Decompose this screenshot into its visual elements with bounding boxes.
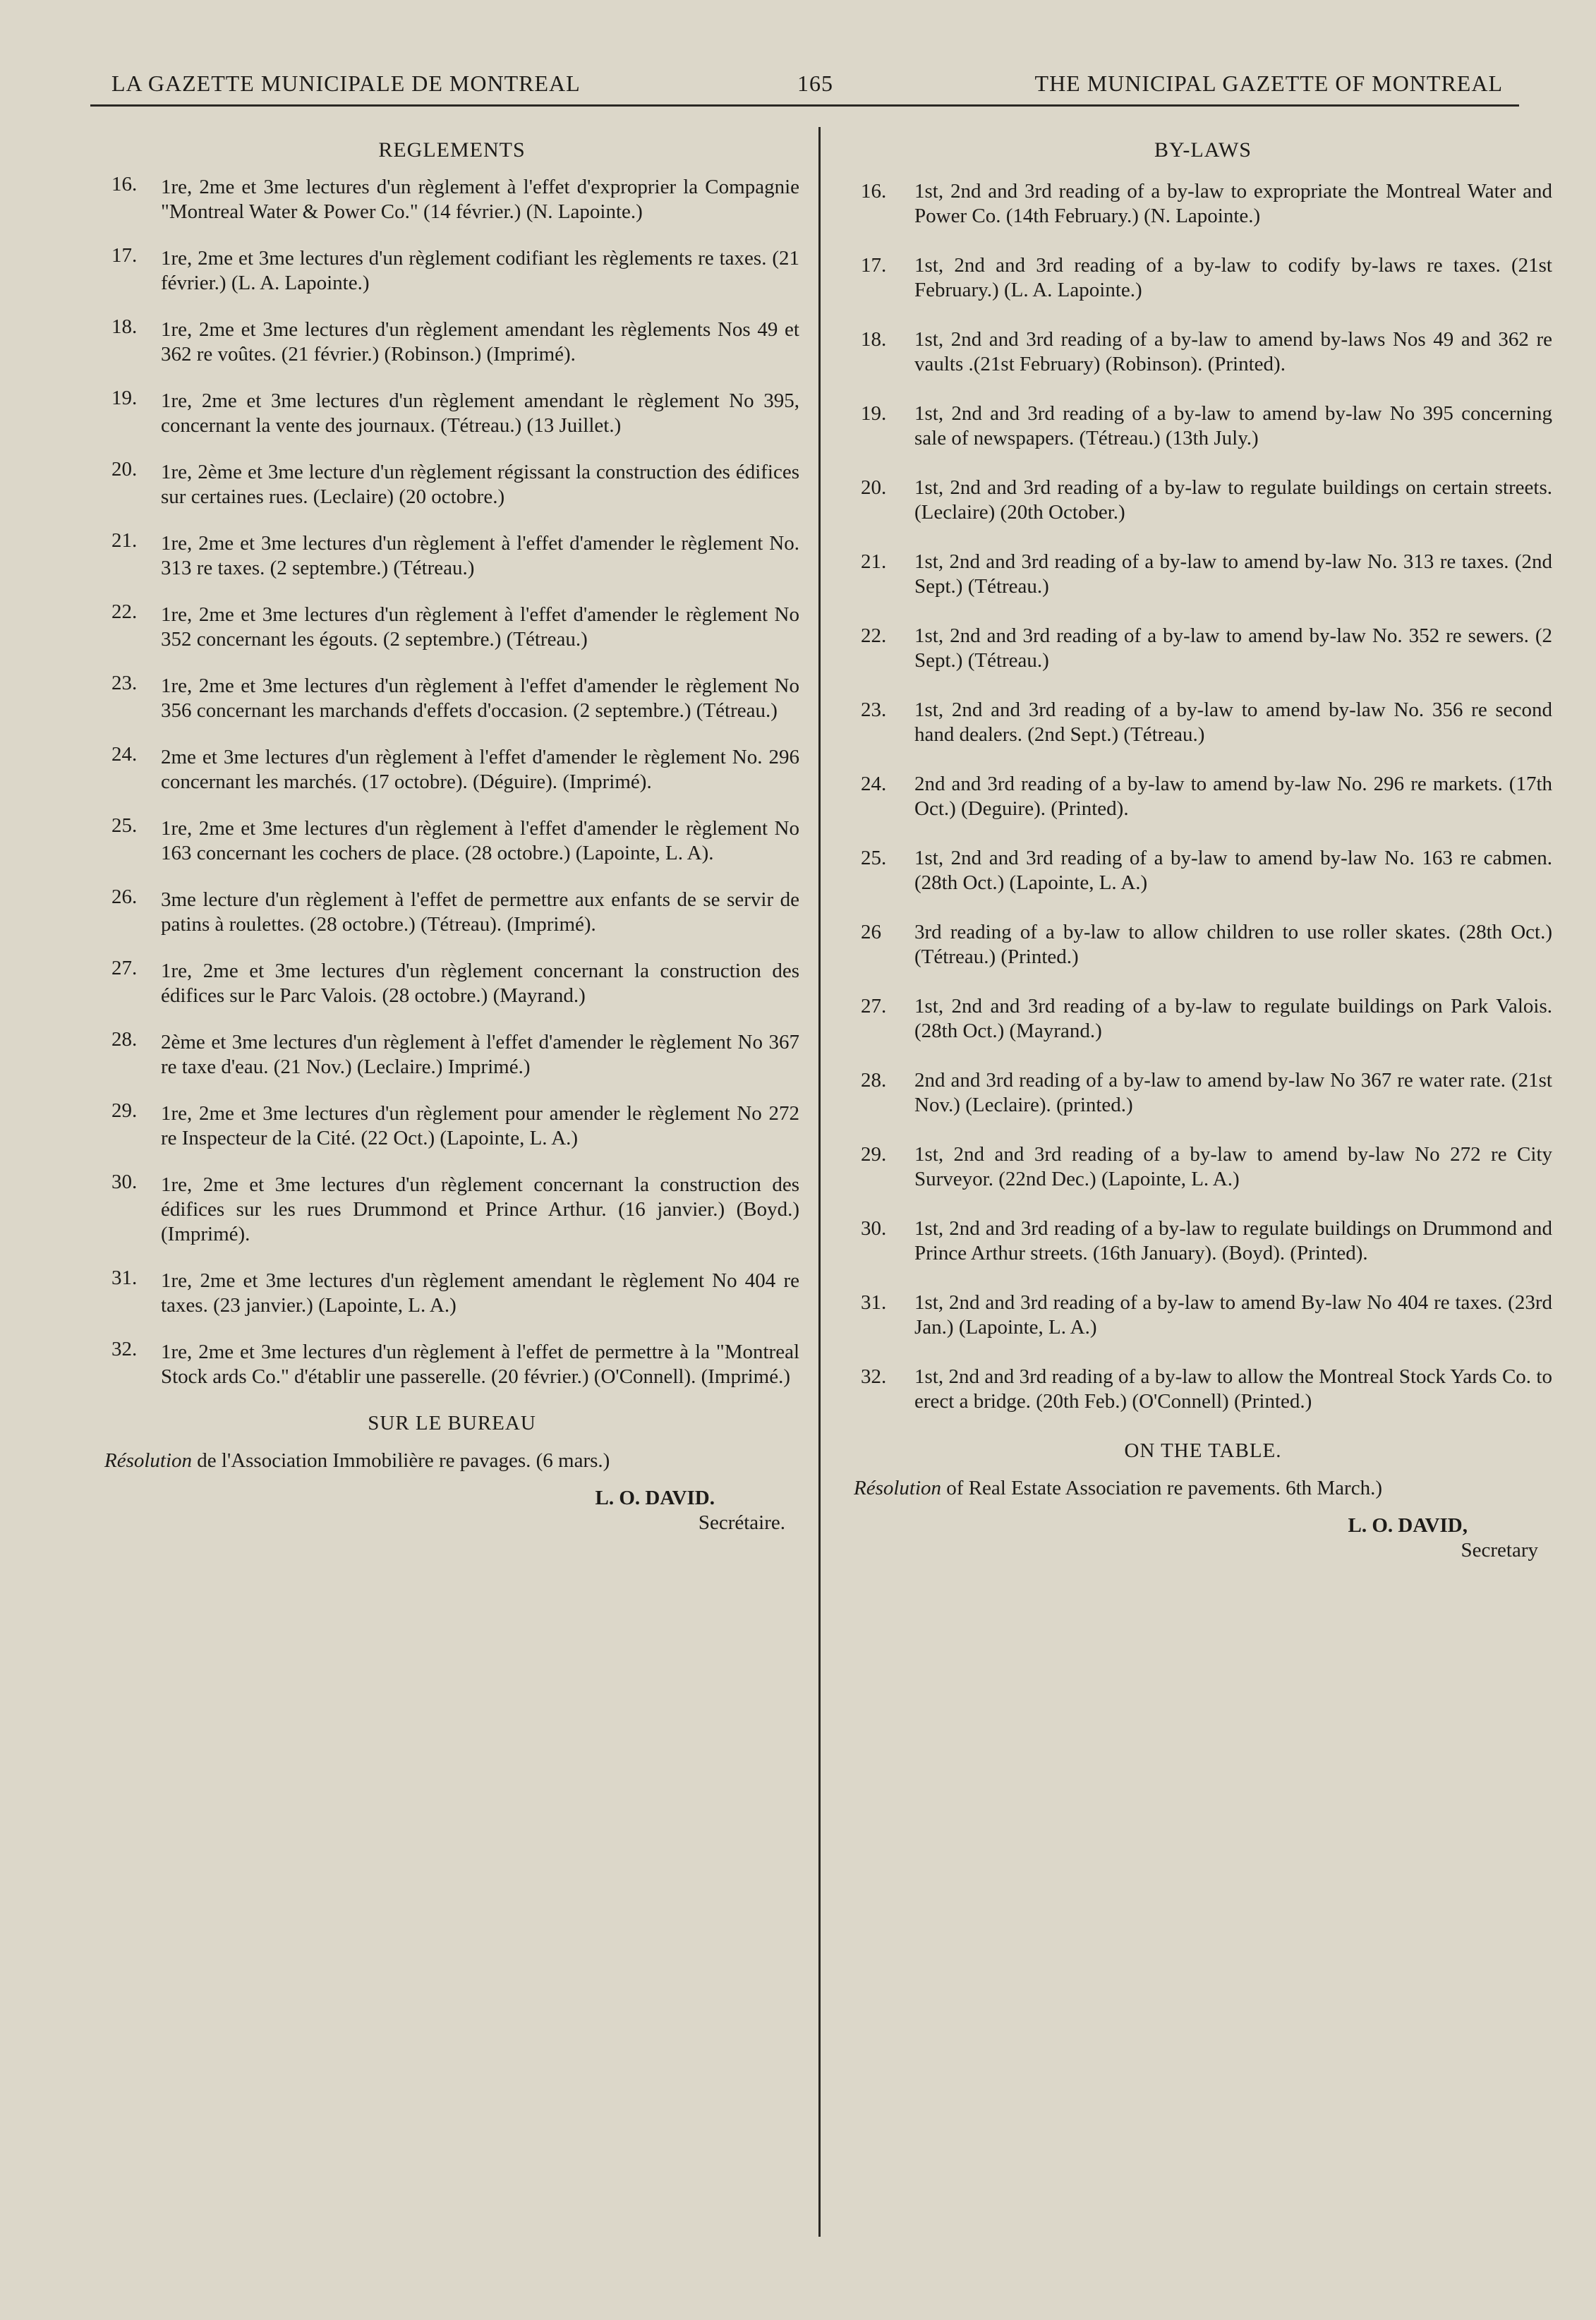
item-number: 30. bbox=[861, 1217, 887, 1240]
item-number: 27. bbox=[111, 957, 138, 979]
french-heading: REGLEMENTS bbox=[378, 138, 526, 162]
item-text: 3me lecture d'un règlement à l'effet de permettre aux enfants de se servir de patins à roulettes. (28 octobre.) (Tétreau). (Imprimé). bbox=[161, 888, 799, 936]
item-text: 1re, 2me et 3me lectures d'un règlement concernant la construction des édifices sur le Parc Valois. (28 octobre.) (Mayrand.) bbox=[161, 960, 799, 1007]
item-number: 16. bbox=[111, 173, 138, 195]
english-item bbox=[854, 1068, 1552, 1118]
item-text: 1st, 2nd and 3rd reading of a by-law to expropriate the Montreal Water and Power Co. (14th February.) (N. Lapointe.) bbox=[914, 180, 1552, 227]
item-text: 2ème et 3me lectures d'un règlement à l'effet d'amender le règlement No 367 re taxe d'eau. (21 Nov.) (Leclaire.) Imprimé.) bbox=[161, 1031, 799, 1078]
item-number: 18. bbox=[111, 315, 138, 338]
english-item bbox=[854, 401, 1552, 451]
english-items bbox=[854, 179, 1552, 1414]
item-text: 1re, 2me et 3me lectures d'un règlement pour amender le règlement No 272 re Inspecteur de la Cité. (22 Oct.) (Lapointe, L. A.) bbox=[161, 1102, 799, 1149]
item-text: 1st, 2nd and 3rd reading of a by-law to regulate buildings on Park Valois. (28th Oct.) (Mayrand.) bbox=[914, 995, 1552, 1042]
item-number: 17. bbox=[111, 244, 138, 267]
item-text: 1re, 2me et 3me lectures d'un règlement à l'effet d'amender le règlement No. 313 re taxes. (2 septembre.) (Tétreau.) bbox=[161, 532, 799, 579]
item-number: 23. bbox=[111, 672, 138, 694]
french-subheading: SUR LE BUREAU bbox=[368, 1412, 536, 1434]
english-item bbox=[854, 1291, 1552, 1340]
item-number: 21. bbox=[861, 550, 887, 573]
item-number: 20. bbox=[111, 458, 138, 481]
french-item bbox=[104, 674, 799, 723]
item-text: 1re, 2me et 3me lectures d'un règlement concernant la construction des édifices sur les rues Drummond et Prince Arthur. (16 janvier.) (Boyd.) (Imprimé). bbox=[161, 1173, 799, 1245]
french-item bbox=[104, 389, 799, 438]
french-signature-name: L. O. DAVID. bbox=[595, 1487, 715, 1509]
item-text: 1re, 2me et 3me lectures d'un règlement amendant les règlements Nos 49 et 362 re voûtes. (21 février.) (Robinson.) (Imprimé). bbox=[161, 318, 799, 365]
french-item bbox=[104, 959, 799, 1008]
french-item bbox=[104, 1030, 799, 1080]
item-number: 25. bbox=[111, 814, 138, 837]
item-number: 32. bbox=[861, 1365, 887, 1388]
item-text: 1st, 2nd and 3rd reading of a by-law to amend by-law No. 356 re second hand dealers. (2nd Sept.) (Tétreau.) bbox=[914, 699, 1552, 746]
french-item bbox=[104, 600, 799, 652]
french-item bbox=[104, 315, 799, 367]
item-number: 26. bbox=[111, 886, 138, 908]
english-item bbox=[854, 846, 1552, 895]
french-items bbox=[104, 175, 799, 1389]
item-number: 28. bbox=[861, 1069, 887, 1092]
item-text: 1re, 2me et 3me lectures d'un règlement à l'effet d'exproprier la Compagnie "Montreal Water & Power Co." (14 février.) (N. Lapointe.) bbox=[161, 176, 799, 223]
item-text: 1st, 2nd and 3rd reading of a by-law to amend by-law No 395 concerning sale of newspapers. (Tétreau.) (13th July.) bbox=[914, 402, 1552, 449]
english-item bbox=[854, 994, 1552, 1044]
item-text: 1re, 2me et 3me lectures d'un règlement à l'effet de permettre à la "Montreal Stock ards Co." d'établir une passerelle. (20 février.) (O'Connell). (Imprimé.) bbox=[161, 1341, 799, 1388]
item-number: 22. bbox=[861, 624, 887, 647]
item-number: 17. bbox=[861, 254, 887, 277]
item-text: 2nd and 3rd reading of a by-law to amend by-law No. 296 re markets. (17th Oct.) (Deguire). (Printed). bbox=[914, 773, 1552, 820]
english-heading: BY-LAWS bbox=[1154, 138, 1252, 162]
item-number: 24. bbox=[111, 743, 138, 766]
item-text: 1st, 2nd and 3rd reading of a by-law to amend by-law No. 163 re cabmen. (28th Oct.) (Lapointe, L. A.) bbox=[914, 847, 1552, 894]
item-number: 19. bbox=[861, 402, 887, 425]
header-english-title: THE MUNICIPAL GAZETTE OF MONTREAL bbox=[1034, 71, 1503, 96]
item-number: 29. bbox=[861, 1143, 887, 1166]
french-item bbox=[104, 460, 799, 509]
item-text: 1st, 2nd and 3rd reading of a by-law to regulate buildings on Drummond and Prince Arthur streets. (16th January). (Boyd). (Printed). bbox=[914, 1217, 1552, 1264]
item-number: 29. bbox=[111, 1099, 138, 1122]
french-item bbox=[104, 1269, 799, 1318]
item-number: 23. bbox=[861, 699, 887, 721]
english-resolution-text: of Real Estate Association re pavements. 6th March.) bbox=[946, 1477, 1382, 1499]
english-item bbox=[854, 550, 1552, 599]
french-resolution-label: Résolution bbox=[104, 1449, 193, 1472]
french-item bbox=[104, 816, 799, 866]
item-number: 16. bbox=[861, 180, 887, 203]
english-signature bbox=[854, 1514, 1552, 1563]
header-french-title: LA GAZETTE MUNICIPALE DE MONTREAL bbox=[111, 71, 581, 96]
item-text: 1st, 2nd and 3rd reading of a by-law to regulate buildings on certain streets. (Leclaire) (20th October.) bbox=[914, 476, 1552, 524]
item-text: 2nd and 3rd reading of a by-law to amend by-law No 367 re water rate. (21st Nov.) (Leclaire). (printed.) bbox=[914, 1069, 1552, 1116]
item-text: 1st, 2nd and 3rd reading of a by-law to amend by-law No. 352 re sewers. (2 Sept.) (Tétreau.) bbox=[914, 624, 1552, 672]
french-column bbox=[104, 138, 799, 1535]
english-subheading: ON THE TABLE. bbox=[1124, 1439, 1282, 1462]
french-resolution-text: de l'Association Immobilière re pavages. (6 mars.) bbox=[197, 1449, 610, 1472]
french-resolution bbox=[104, 1449, 799, 1473]
item-text: 3rd reading of a by-law to allow children to use roller skates. (28th Oct.) (Tétreau.) (Printed.) bbox=[914, 921, 1552, 968]
item-text: 1st, 2nd and 3rd reading of a by-law to amend by-law No 272 re City Surveyor. (22nd Dec.) (Lapointe, L. A.) bbox=[914, 1143, 1552, 1190]
item-text: 1re, 2me et 3me lectures d'un règlement à l'effet d'amender le règlement No 356 concernant les marchands d'effets d'occasion. (2 septembre.) (Tétreau.) bbox=[161, 675, 799, 722]
item-number: 31. bbox=[861, 1291, 887, 1314]
page-header bbox=[106, 71, 1503, 106]
item-text: 2me et 3me lectures d'un règlement à l'effet d'amender le règlement No. 296 concernant les marchés. (17 octobre). (Déguire). (Imprimé). bbox=[161, 746, 799, 793]
item-text: 1re, 2me et 3me lectures d'un règlement amendant le règlement No 404 re taxes. (23 janvier.) (Lapointe, L. A.) bbox=[161, 1269, 799, 1317]
english-resolution bbox=[854, 1476, 1552, 1501]
item-number: 20. bbox=[861, 476, 887, 499]
english-item bbox=[854, 179, 1552, 229]
english-item bbox=[854, 624, 1552, 673]
french-signature-title: Secrétaire. bbox=[698, 1511, 785, 1534]
item-text: 1st, 2nd and 3rd reading of a by-law to codify by-laws re taxes. (21st February.) (L. A. Lapointe.) bbox=[914, 254, 1552, 301]
french-signature bbox=[104, 1486, 799, 1535]
item-number: 24. bbox=[861, 773, 887, 795]
column-divider bbox=[818, 127, 821, 2237]
english-item bbox=[854, 476, 1552, 525]
english-item bbox=[854, 1216, 1552, 1266]
header-rule bbox=[90, 104, 1519, 107]
item-text: 1st, 2nd and 3rd reading of a by-law to amend by-law No. 313 re taxes. (2nd Sept.) (Tétreau.) bbox=[914, 550, 1552, 598]
item-number: 26 bbox=[861, 921, 881, 943]
french-item bbox=[104, 1101, 799, 1151]
page-number: 165 bbox=[797, 71, 833, 96]
item-text: 1re, 2me et 3me lectures d'un règlement codifiant les règlements re taxes. (21 février.) (L. A. Lapointe.) bbox=[161, 247, 799, 294]
item-text: 1re, 2me et 3me lectures d'un règlement à l'effet d'amender le règlement No 352 concernant les égouts. (2 septembre.) (Tétreau.) bbox=[161, 603, 799, 651]
item-number: 22. bbox=[111, 600, 138, 623]
english-signature-title: Secretary bbox=[1461, 1539, 1538, 1561]
item-number: 21. bbox=[111, 529, 138, 552]
item-number: 30. bbox=[111, 1171, 138, 1193]
item-text: 1st, 2nd and 3rd reading of a by-law to amend By-law No 404 re taxes. (23rd Jan.) (Lapointe, L. A.) bbox=[914, 1291, 1552, 1339]
item-number: 32. bbox=[111, 1338, 138, 1360]
english-item bbox=[854, 698, 1552, 747]
french-item bbox=[104, 888, 799, 937]
item-text: 1re, 2ème et 3me lecture d'un règlement régissant la construction des édifices sur certaines rues. (Leclaire) (20 octobre.) bbox=[161, 461, 799, 508]
english-item bbox=[854, 1142, 1552, 1192]
item-text: 1re, 2me et 3me lectures d'un règlement amendant le règlement No 395, concernant la vente des journaux. (Tétreau.) (13 Juillet.) bbox=[161, 389, 799, 437]
french-item bbox=[104, 175, 799, 224]
english-item bbox=[854, 253, 1552, 303]
item-number: 18. bbox=[861, 328, 887, 351]
item-text: 1re, 2me et 3me lectures d'un règlement à l'effet d'amender le règlement No 163 concernant les cochers de place. (28 octobre.) (Lapointe, L. A). bbox=[161, 817, 799, 864]
item-number: 28. bbox=[111, 1028, 138, 1051]
item-number: 27. bbox=[861, 995, 887, 1017]
english-item bbox=[854, 1365, 1552, 1414]
french-item bbox=[104, 745, 799, 795]
item-text: 1st, 2nd and 3rd reading of a by-law to allow the Montreal Stock Yards Co. to erect a bridge. (20th Feb.) (O'Connell) (Printed.) bbox=[914, 1365, 1552, 1413]
french-item bbox=[104, 246, 799, 296]
french-item bbox=[104, 1173, 799, 1247]
item-text: 1st, 2nd and 3rd reading of a by-law to amend by-laws Nos 49 and 362 re vaults .(21st February) (Robinson). (Printed). bbox=[914, 328, 1552, 375]
english-item bbox=[854, 327, 1552, 377]
english-signature-name: L. O. DAVID, bbox=[1348, 1514, 1468, 1537]
item-number: 19. bbox=[111, 387, 138, 409]
english-resolution-label: Résolution bbox=[854, 1477, 942, 1499]
english-item bbox=[854, 920, 1552, 969]
item-number: 31. bbox=[111, 1267, 138, 1289]
english-item bbox=[854, 772, 1552, 821]
french-item bbox=[104, 531, 799, 581]
english-column bbox=[854, 138, 1552, 1563]
item-number: 25. bbox=[861, 847, 887, 869]
french-item bbox=[104, 1340, 799, 1389]
